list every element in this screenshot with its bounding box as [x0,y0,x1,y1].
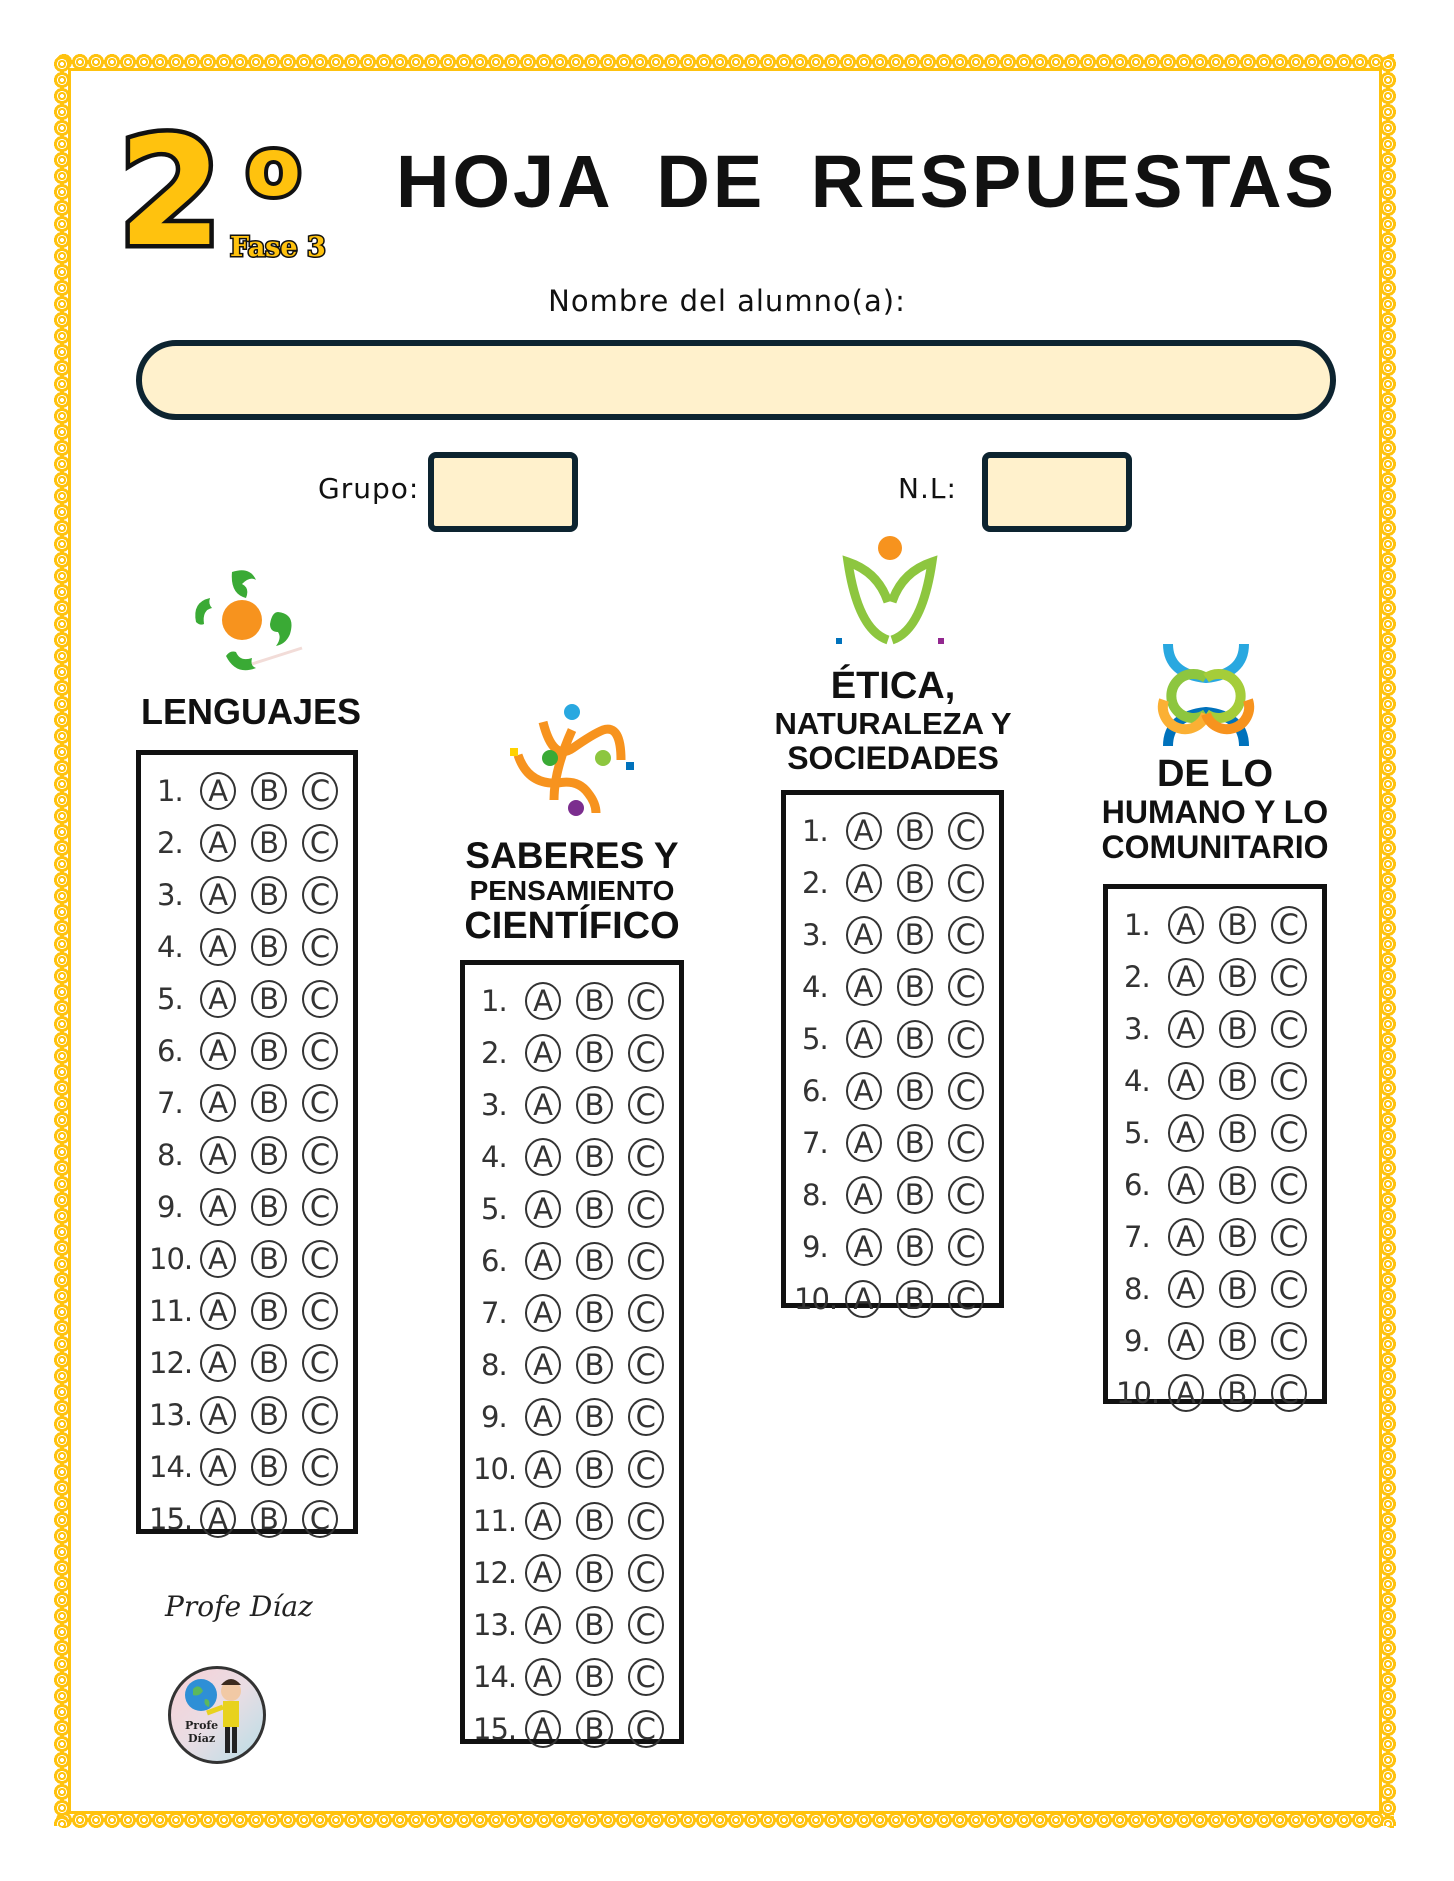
answer-bubble-c[interactable]: C [302,1500,338,1538]
question-row [473,1391,679,1443]
answer-bubble-b[interactable]: B [576,1658,612,1696]
answer-bubble-a[interactable]: A [525,982,561,1020]
subject-title-lenguajes [126,693,376,732]
answer-bubble-b[interactable]: B [251,1292,287,1330]
answer-bubble-c[interactable]: C [948,968,984,1006]
question-number: 10. [149,1242,193,1276]
question-row [473,1443,679,1495]
subject-title-line: HUMANO Y LO [1101,794,1329,831]
answer-bubble-b[interactable]: B [1219,1270,1255,1308]
answer-bubble-b[interactable]: B [897,1020,933,1058]
question-row [473,1027,679,1079]
answer-bubble-c[interactable]: C [302,1084,338,1122]
question-row [473,1651,679,1703]
answer-bubble-b[interactable]: B [1219,1166,1255,1204]
subject-title-line: CIENTÍFICO [464,905,680,948]
question-row [149,921,353,973]
answer-bubble-b[interactable]: B [251,1032,287,1070]
question-row [149,817,353,869]
globe-teacher-illustration-icon [171,1669,263,1761]
answer-bubble-a[interactable]: A [846,1176,882,1214]
answer-bubble-a[interactable]: A [1168,1374,1204,1412]
answer-bubble-b[interactable]: B [897,812,933,850]
answer-bubble-a[interactable]: A [200,1292,236,1330]
question-number: 6. [802,1074,828,1108]
answer-bubble-a[interactable]: A [1168,1166,1204,1204]
question-row [794,1013,999,1065]
answer-bubble-c[interactable]: C [1271,906,1307,944]
answer-bubble-b[interactable]: B [251,876,287,914]
answer-bubble-a[interactable]: A [200,1084,236,1122]
answer-bubble-a[interactable]: A [525,1346,561,1384]
question-number: 4. [1124,1064,1150,1098]
question-row [473,1131,679,1183]
subject-title-humano [1082,754,1348,864]
question-number: 7. [1124,1220,1150,1254]
question-number: 3. [802,918,828,952]
subject-title-line: PENSAMIENTO [469,874,675,906]
answer-bubble-a[interactable]: A [1168,1114,1204,1152]
answer-bubble-b[interactable]: B [1219,1010,1255,1048]
subject-title-line: NATURALEZA Y [774,706,1012,742]
answer-bubble-c[interactable]: C [948,812,984,850]
answer-bubble-a[interactable]: A [846,1020,882,1058]
answer-bubble-a[interactable]: A [200,1344,236,1382]
question-number: 5. [481,1192,507,1226]
question-row [149,869,353,921]
answer-bubble-b[interactable]: B [576,982,612,1020]
question-row [149,1285,353,1337]
answer-bubble-b[interactable]: B [251,1344,287,1382]
question-row [1116,951,1322,1003]
answer-bubble-b[interactable]: B [576,1450,612,1488]
question-number: 8. [1124,1272,1150,1306]
answer-bubble-a[interactable]: A [846,864,882,902]
answer-bubble-b[interactable]: B [251,928,287,966]
subject-title-line: SOCIEDADES [787,739,999,776]
answer-bubble-a[interactable]: A [200,1500,236,1538]
question-number: 5. [1124,1116,1150,1150]
answer-bubble-c[interactable]: C [302,1396,338,1434]
question-row [149,1181,353,1233]
answer-bubble-a[interactable]: A [846,1124,882,1162]
question-row [473,1183,679,1235]
answer-bubble-c[interactable]: C [628,1034,664,1072]
answer-bubble-c[interactable]: C [302,876,338,914]
answer-bubble-b[interactable]: B [896,1280,932,1318]
question-number: 4. [481,1140,507,1174]
answer-bubble-a[interactable]: A [200,1136,236,1174]
answer-bubble-a[interactable]: A [200,772,236,810]
answer-bubble-a[interactable]: A [846,1228,882,1266]
author-signature: Profe Díaz [165,1590,313,1623]
answer-bubble-b[interactable]: B [251,824,287,862]
answer-bubble-c[interactable]: C [302,1188,338,1226]
answer-bubble-c[interactable]: C [948,1280,984,1318]
answer-bubble-b[interactable]: B [1219,1218,1255,1256]
answer-bubble-c[interactable]: C [302,1032,338,1070]
question-number: 5. [157,982,183,1016]
subject-title-etica [752,666,1034,775]
answer-bubble-a[interactable]: A [200,1188,236,1226]
avatar-caption-line: Díaz [188,1732,216,1745]
question-row [149,1077,353,1129]
answer-bubble-b[interactable]: B [251,1448,287,1486]
answer-bubble-b[interactable]: B [576,1606,612,1644]
answer-bubble-b[interactable]: B [251,1084,287,1122]
question-row [1116,1211,1322,1263]
answer-bubble-b[interactable]: B [576,1190,612,1228]
grade-ordinal-symbol: o [246,121,301,214]
answer-bubble-c[interactable]: C [1271,1062,1307,1100]
saberes-logo-icon [508,700,638,820]
answer-bubble-a[interactable]: A [525,1138,561,1176]
answer-bubble-b[interactable]: B [251,1500,287,1538]
question-number: 3. [481,1088,507,1122]
decorative-border-bottom [56,1812,1394,1828]
answer-bubble-c[interactable]: C [302,928,338,966]
question-number: 6. [1124,1168,1150,1202]
question-number: 2. [802,866,828,900]
question-number: 9. [481,1400,507,1434]
question-number: 6. [481,1244,507,1278]
answer-bubble-b[interactable]: B [897,916,933,954]
answer-bubble-a[interactable]: A [525,1658,561,1696]
question-row [149,1337,353,1389]
question-number: 2. [157,826,183,860]
answer-bubble-a[interactable]: A [525,1502,561,1540]
answer-bubble-c[interactable]: C [628,1658,664,1696]
answer-bubble-a[interactable]: A [200,980,236,1018]
answer-bubble-a[interactable]: A [200,1396,236,1434]
answer-bubble-c[interactable]: C [628,1346,664,1384]
question-row [1116,899,1322,951]
question-row [473,1703,679,1755]
answer-bubble-b[interactable]: B [576,1502,612,1540]
answer-bubble-b[interactable]: B [897,1124,933,1162]
answer-bubble-c[interactable]: C [948,1020,984,1058]
answer-bubble-a[interactable]: A [200,876,236,914]
answer-bubble-b[interactable]: B [251,1240,287,1278]
answer-bubble-c[interactable]: C [1271,1270,1307,1308]
question-number: 10. [1116,1376,1160,1410]
answer-bubble-c[interactable]: C [948,1072,984,1110]
answer-bubble-c[interactable]: C [302,824,338,862]
page-title: HOJA DE RESPUESTAS [396,140,1337,223]
question-number: 14. [149,1450,193,1484]
answer-bubble-a[interactable]: A [1168,1218,1204,1256]
answer-bubble-a[interactable]: A [525,1398,561,1436]
answer-bubble-c[interactable]: C [302,980,338,1018]
answer-sheet-lenguajes [136,750,358,1534]
answer-bubble-c[interactable]: C [628,1086,664,1124]
subject-title-line: LENGUAJES [140,691,362,732]
answer-bubble-c[interactable]: C [628,1138,664,1176]
answer-bubble-c[interactable]: C [948,916,984,954]
question-number: 5. [802,1022,828,1056]
question-number: 6. [157,1034,183,1068]
question-row [1116,1159,1322,1211]
answer-bubble-c[interactable]: C [302,1136,338,1174]
answer-bubble-b[interactable]: B [897,968,933,1006]
question-number: 2. [1124,960,1150,994]
answer-bubble-a[interactable]: A [525,1190,561,1228]
answer-bubble-c[interactable]: C [628,1554,664,1592]
humano-logo-icon [1150,640,1262,750]
question-number: 12. [473,1556,517,1590]
question-row [149,1233,353,1285]
answer-bubble-a[interactable]: A [525,1242,561,1280]
question-row [473,1339,679,1391]
answer-bubble-c[interactable]: C [628,1294,664,1332]
question-number: 15. [473,1712,517,1746]
question-number: 3. [1124,1012,1150,1046]
answer-bubble-b[interactable]: B [576,1034,612,1072]
question-row [1116,1003,1322,1055]
subject-title-line: COMUNITARIO [1101,828,1329,865]
question-row [1116,1263,1322,1315]
subject-title-line: ÉTICA, [830,665,956,707]
subject-title-line: SABERES Y [465,835,679,876]
question-row [149,973,353,1025]
question-number: 9. [802,1230,828,1264]
answer-bubble-a[interactable]: A [525,1294,561,1332]
question-row [794,1117,999,1169]
list-number-field[interactable] [982,452,1132,532]
answer-bubble-c[interactable]: C [1271,1114,1307,1152]
answer-bubble-a[interactable]: A [846,1072,882,1110]
answer-bubble-b[interactable]: B [576,1242,612,1280]
question-row [149,1389,353,1441]
avatar-caption [185,1719,218,1745]
question-number: 11. [149,1294,193,1328]
answer-bubble-b[interactable]: B [1219,958,1255,996]
question-number: 14. [473,1660,517,1694]
answer-bubble-c[interactable]: C [1271,1374,1307,1412]
question-row [1116,1367,1322,1419]
answer-bubble-b[interactable]: B [576,1710,612,1748]
question-number: 10. [473,1452,517,1486]
answer-bubble-b[interactable]: B [576,1138,612,1176]
question-number: 1. [1124,908,1150,942]
answer-bubble-b[interactable]: B [576,1346,612,1384]
etica-logo-icon [830,530,950,645]
question-row [149,1493,353,1545]
answer-bubble-a[interactable]: A [1168,1322,1204,1360]
answer-bubble-a[interactable]: A [525,1554,561,1592]
question-row [794,1221,999,1273]
question-row [794,1169,999,1221]
question-number: 13. [473,1608,517,1642]
answer-bubble-c[interactable]: C [302,1240,338,1278]
answer-bubble-c[interactable]: C [628,1710,664,1748]
student-name-field[interactable] [136,340,1336,420]
answer-bubble-c[interactable]: C [628,982,664,1020]
answer-bubble-b[interactable]: B [897,1176,933,1214]
author-avatar [168,1666,266,1764]
answer-bubble-c[interactable]: C [302,1292,338,1330]
question-number: 4. [802,970,828,1004]
decorative-border-right [1380,56,1396,1826]
question-number: 8. [157,1138,183,1172]
answer-bubble-b[interactable]: B [576,1398,612,1436]
answer-bubble-c[interactable]: C [628,1450,664,1488]
question-row [149,1129,353,1181]
answer-bubble-c[interactable]: C [1271,1010,1307,1048]
answer-bubble-a[interactable]: A [200,824,236,862]
answer-bubble-c[interactable]: C [628,1398,664,1436]
question-number: 12. [149,1346,193,1380]
answer-bubble-c[interactable]: C [628,1502,664,1540]
question-row [473,1287,679,1339]
answer-bubble-b[interactable]: B [576,1554,612,1592]
answer-sheet-humano [1103,884,1327,1410]
question-number: 8. [802,1178,828,1212]
question-row [473,1079,679,1131]
question-number: 7. [802,1126,828,1160]
answer-bubble-a[interactable]: A [200,1032,236,1070]
question-row [1116,1107,1322,1159]
question-number: 9. [157,1190,183,1224]
question-number: 1. [802,814,828,848]
answer-bubble-a[interactable]: A [1168,958,1204,996]
answer-sheet-etica [781,790,1004,1316]
question-number: 11. [473,1504,517,1538]
question-row [1116,1055,1322,1107]
question-number: 7. [481,1296,507,1330]
grade-number: 2 [118,106,219,280]
answer-bubble-b[interactable]: B [1219,1322,1255,1360]
question-number: 3. [157,878,183,912]
answer-bubble-c[interactable]: C [948,1228,984,1266]
answer-bubble-b[interactable]: B [251,1136,287,1174]
question-row [149,1025,353,1077]
question-row [794,857,999,909]
answer-bubble-a[interactable]: A [200,1240,236,1278]
answer-bubble-c[interactable]: C [302,1448,338,1486]
question-row [149,1441,353,1493]
answer-bubble-a[interactable]: A [846,812,882,850]
answer-bubble-c[interactable]: C [1271,1218,1307,1256]
answer-bubble-a[interactable]: A [525,1034,561,1072]
phase-label: Fase 3 [230,232,326,263]
question-row [473,975,679,1027]
question-number: 4. [157,930,183,964]
answer-bubble-a[interactable]: A [846,916,882,954]
answer-bubble-b[interactable]: B [897,864,933,902]
avatar-caption-line: Profe [185,1719,219,1732]
answer-bubble-c[interactable]: C [628,1606,664,1644]
answer-bubble-c[interactable]: C [948,1176,984,1214]
question-row [473,1495,679,1547]
answer-bubble-b[interactable]: B [251,1188,287,1226]
question-number: 9. [1124,1324,1150,1358]
answer-bubble-b[interactable]: B [1219,1374,1255,1412]
answer-bubble-c[interactable]: C [948,1124,984,1162]
question-number: 13. [149,1398,193,1432]
answer-bubble-a[interactable]: A [200,1448,236,1486]
answer-bubble-a[interactable]: A [1168,1010,1204,1048]
answer-bubble-c[interactable]: C [948,864,984,902]
answer-bubble-b[interactable]: B [251,1396,287,1434]
question-row [794,909,999,961]
answer-bubble-c[interactable]: C [302,1344,338,1382]
question-number: 1. [481,984,507,1018]
answer-bubble-a[interactable]: A [525,1086,561,1124]
answer-bubble-c[interactable]: C [302,772,338,810]
answer-bubble-a[interactable]: A [525,1450,561,1488]
question-row [473,1599,679,1651]
question-row [1116,1315,1322,1367]
question-number: 2. [481,1036,507,1070]
question-row [794,961,999,1013]
answer-bubble-b[interactable]: B [1219,1062,1255,1100]
answer-sheet-saberes [460,960,684,1744]
question-number: 1. [157,774,183,808]
question-row [473,1235,679,1287]
subject-title-line: DE LO [1156,753,1274,795]
answer-bubble-c[interactable]: C [1271,1166,1307,1204]
answer-bubble-a[interactable]: A [525,1606,561,1644]
answer-bubble-c[interactable]: C [628,1242,664,1280]
answer-bubble-c[interactable]: C [628,1190,664,1228]
answer-bubble-b[interactable]: B [576,1294,612,1332]
group-field[interactable] [428,452,578,532]
answer-bubble-a[interactable]: A [525,1710,561,1748]
question-number: 7. [157,1086,183,1120]
answer-bubble-a[interactable]: A [1168,906,1204,944]
question-number: 10. [794,1282,838,1316]
subject-title-saberes [450,836,694,947]
answer-bubble-b[interactable]: B [251,980,287,1018]
group-label: Grupo: [318,472,420,505]
answer-bubble-c[interactable]: C [1271,958,1307,996]
answer-bubble-b[interactable]: B [897,1228,933,1266]
question-row [794,805,999,857]
answer-bubble-c[interactable]: C [1271,1322,1307,1360]
answer-bubble-a[interactable]: A [846,968,882,1006]
question-row [473,1547,679,1599]
lenguajes-logo-icon [182,560,308,685]
answer-bubble-b[interactable]: B [251,772,287,810]
question-number: 15. [149,1502,193,1536]
question-row [149,765,353,817]
answer-bubble-b[interactable]: B [897,1072,933,1110]
answer-bubble-b[interactable]: B [1219,906,1255,944]
question-row [794,1273,999,1325]
answer-bubble-a[interactable]: A [1168,1270,1204,1308]
answer-bubble-b[interactable]: B [1219,1114,1255,1152]
list-number-label: N.L: [898,472,957,505]
answer-bubble-a[interactable]: A [200,928,236,966]
answer-bubble-b[interactable]: B [576,1086,612,1124]
answer-bubble-a[interactable]: A [1168,1062,1204,1100]
student-name-label: Nombre del alumno(a): [548,284,906,318]
question-row [794,1065,999,1117]
question-number: 8. [481,1348,507,1382]
answer-bubble-a[interactable]: A [845,1280,881,1318]
